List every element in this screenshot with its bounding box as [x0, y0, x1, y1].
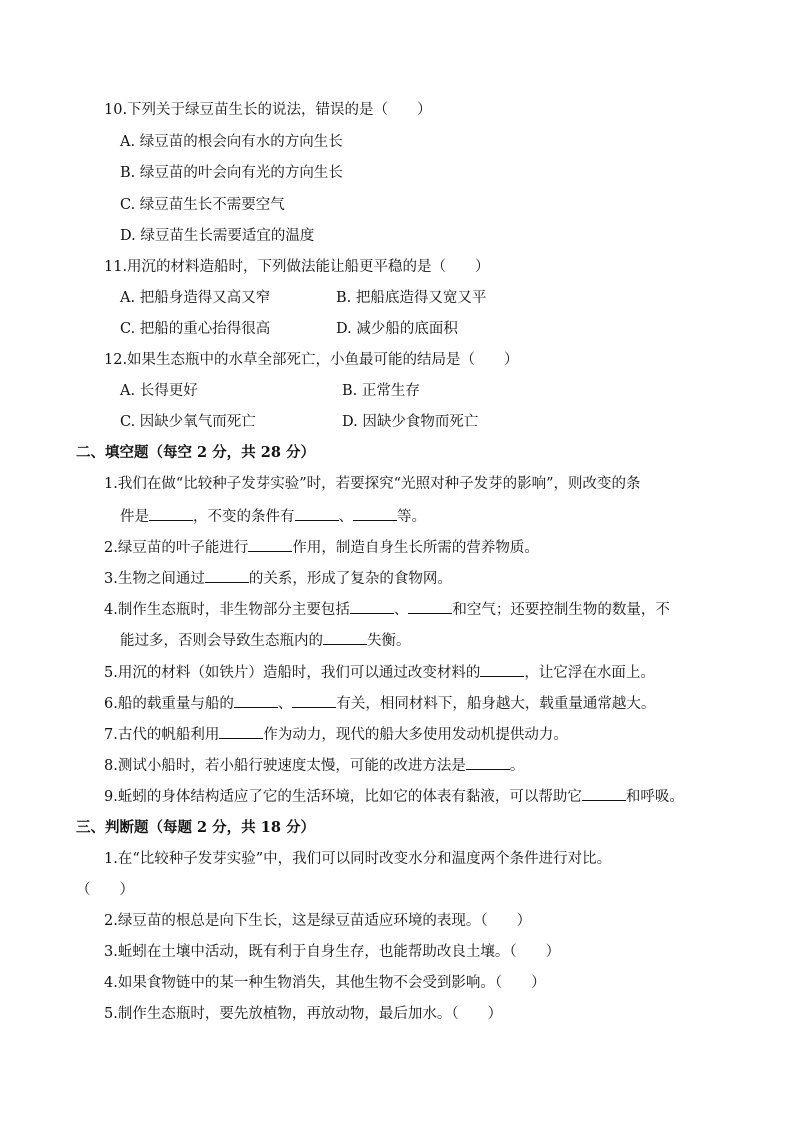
- fill-q2-blank[interactable]: [248, 537, 292, 552]
- q10-option-d: D. 绿豆苗生长需要适宜的温度: [120, 228, 315, 244]
- fill-q5: [104, 662, 655, 683]
- fill-q5-text-a: 5.用沉的材料（如铁片）造船时，我们可以通过改变材料的: [104, 665, 481, 681]
- fill-q8-text-a: 8.测试小船时，若小船行驶速度太慢，可能的改进方法是: [104, 758, 466, 774]
- fill-q1-text-c: 、: [338, 509, 353, 525]
- fill-q3: [104, 568, 452, 589]
- judge-q1: 1.在“比较种子发芽实验”中，我们可以同时改变水分和温度两个条件进行对比。: [104, 851, 612, 867]
- fill-q4-blank-2[interactable]: [408, 599, 452, 614]
- fill-q6-blank-2[interactable]: [292, 693, 336, 708]
- fill-q3-blank[interactable]: [205, 568, 249, 583]
- judge-q1-paren[interactable]: （ ）: [76, 882, 134, 898]
- fill-q8-blank[interactable]: [466, 755, 510, 770]
- fill-q2-text-a: 2.绿豆苗的叶子能进行: [104, 540, 249, 556]
- fill-q1-line2: [120, 506, 426, 527]
- judge-q4: 4.如果食物链中的某一种生物消失，其他生物不会受到影响。（ ）: [104, 975, 546, 991]
- fill-q6-blank-1[interactable]: [234, 693, 278, 708]
- fill-q2-text-b: 作用，制造自身生长所需的营养物质。: [292, 540, 539, 556]
- q12-option-a: A. 长得更好: [120, 383, 198, 399]
- judge-q5: 5.制作生态瓶时，要先放植物，再放动物，最后加水。（ ）: [104, 1006, 503, 1022]
- fill-q6: [104, 693, 655, 714]
- fill-q4-text-b: 、: [393, 602, 409, 618]
- q11-option-a: A. 把船身造得又高又窄: [120, 290, 271, 306]
- fill-q1-line1: 1.我们在做“比较种子发芽实验”时，若要探究“光照对种子发芽的影响”，则改变的条: [104, 476, 641, 492]
- fill-q2: [104, 537, 539, 558]
- fill-q1-blank-2[interactable]: [295, 506, 339, 521]
- q11-option-b: B. 把船底造得又宽又平: [336, 290, 487, 306]
- q11-option-d: D. 减少船的底面积: [336, 321, 458, 337]
- q12-option-b: B. 正常生存: [342, 383, 420, 399]
- section-fill-title: 二、填空题（每空 2 分，共 28 分）: [76, 444, 315, 461]
- fill-q3-text-b: 的关系，形成了复杂的食物网。: [248, 571, 452, 587]
- q12-option-d: D. 因缺少食物而死亡: [342, 414, 479, 430]
- fill-q9-text-b: 和呼吸。: [625, 789, 684, 805]
- fill-q1-blank-3[interactable]: [353, 506, 397, 521]
- fill-q8-text-b: 。: [509, 758, 525, 774]
- fill-q4-blank-3[interactable]: [323, 630, 367, 645]
- section-judge-title: 三、判断题（每题 2 分，共 18 分）: [76, 819, 315, 836]
- judge-q3: 3.蚯蚓在土壤中活动，既有利于自身生存，也能帮助改良土壤。（ ）: [104, 944, 561, 960]
- q10-option-c: C. 绿豆苗生长不需要空气: [120, 197, 285, 213]
- q10-option-b: B. 绿豆苗的叶会向有光的方向生长: [120, 165, 343, 181]
- fill-q7: [104, 724, 568, 745]
- fill-q1-blank-1[interactable]: [149, 506, 193, 521]
- fill-q9: [104, 786, 684, 807]
- judge-q2: 2.绿豆苗的根总是向下生长，这是绿豆苗适应环境的表现。（ ）: [104, 913, 532, 929]
- q10-stem: 10.下列关于绿豆苗生长的说法，错误的是（ ）: [104, 102, 432, 118]
- fill-q5-blank[interactable]: [480, 662, 524, 677]
- q12-stem: 12.如果生态瓶中的水草全部死亡，小鱼最可能的结局是（ ）: [104, 352, 519, 368]
- fill-q9-text-a: 9.蚯蚓的身体结构适应了它的生活环境，比如它的体表有黏液，可以帮助它: [104, 789, 582, 805]
- fill-q4-text-a: 4.制作生态瓶时，非生物部分主要包括: [104, 602, 350, 618]
- fill-q4-line1: [104, 599, 670, 620]
- fill-q4-text-d: 能过多，否则会导致生态瓶内的: [120, 633, 323, 649]
- fill-q1-text-d: 等。: [397, 509, 426, 525]
- q11-option-c: C. 把船的重心抬得很高: [120, 321, 271, 337]
- q12-option-c: C. 因缺少氧气而死亡: [120, 414, 256, 430]
- fill-q1-text-a: 件是: [120, 509, 149, 525]
- fill-q8: [104, 755, 524, 776]
- fill-q4-blank-1[interactable]: [350, 599, 394, 614]
- q10-option-a: A. 绿豆苗的根会向有水的方向生长: [120, 134, 343, 150]
- fill-q5-text-b: ，让它浮在水面上。: [524, 665, 655, 681]
- fill-q7-text-a: 7.古代的帆船利用: [104, 727, 220, 743]
- fill-q3-text-a: 3.生物之间通过: [104, 571, 205, 587]
- fill-q4-text-c: 和空气；还要控制生物的数量，不: [452, 602, 670, 618]
- fill-q1-text-b: ，不变的条件有: [193, 509, 295, 525]
- fill-q4-text-e: 失衡。: [367, 633, 411, 649]
- fill-q6-text-c: 有关，相同材料下，船身越大，载重量通常越大。: [336, 696, 656, 712]
- fill-q7-blank[interactable]: [219, 724, 263, 739]
- fill-q4-line2: [120, 630, 411, 651]
- fill-q6-text-b: 、: [277, 696, 293, 712]
- fill-q9-blank[interactable]: [582, 786, 626, 801]
- fill-q6-text-a: 6.船的载重量与船的: [104, 696, 234, 712]
- q11-stem: 11.用沉的材料造船时，下列做法能让船更平稳的是（ ）: [104, 259, 490, 275]
- fill-q7-text-b: 作为动力，现代的船大多使用发动机提供动力。: [263, 727, 568, 743]
